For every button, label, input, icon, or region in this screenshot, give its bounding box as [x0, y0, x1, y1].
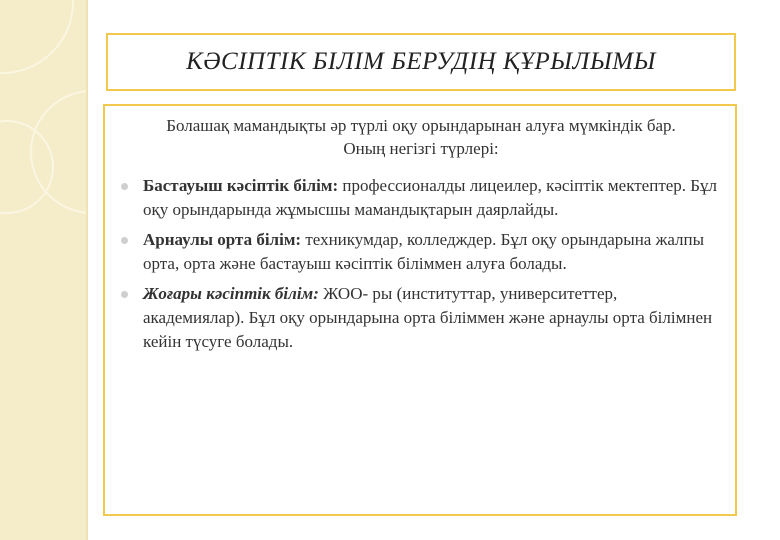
item-text: техникумдар, колледждер. Бұл оқу орындарына жалпы орта, орта және бастауыш кәсіптік біліммен алуға болады.: [143, 230, 705, 273]
bullet-icon: [121, 291, 128, 298]
decorative-side-panel: [0, 0, 86, 540]
list-item: [123, 228, 719, 276]
bullet-icon: [121, 183, 128, 190]
intro-line-2: Оның негізгі түрлері:: [343, 139, 499, 158]
list-item: [123, 282, 719, 354]
content-frame: [103, 104, 737, 516]
decorative-divider: [86, 0, 88, 540]
title-frame: [106, 33, 736, 91]
item-text: профессионалды лицеилер, кәсіптік мектептер. Бұл оқу орындарында жұмысшы мамандықтарын даярлайды.: [143, 176, 718, 219]
intro-line-1: Болашақ мамандықты әр түрлі оқу орындарынан алуға мүмкіндік бар.: [166, 116, 676, 135]
bullet-icon: [121, 237, 128, 244]
intro-paragraph: [123, 114, 719, 160]
slide-title: КӘСІПТІК БІЛІМ БЕРУДІҢ ҚҰРЫЛЫМЫ: [186, 48, 656, 75]
decorative-arc: [0, 0, 74, 74]
item-term: Арнаулы орта білім:: [143, 230, 302, 249]
item-text: ЖОО- ры (институттар, университеттер, академиялар). Бұл оқу орындарына орта біліммен және арнаулы орта білімнен кейін түсуге болады.: [143, 284, 713, 351]
item-term: Жоғары кәсіптік білім:: [143, 284, 319, 303]
list-item: [123, 174, 719, 222]
item-term: Бастауыш кәсіптік білім:: [143, 176, 339, 195]
bullet-list: [123, 174, 719, 354]
